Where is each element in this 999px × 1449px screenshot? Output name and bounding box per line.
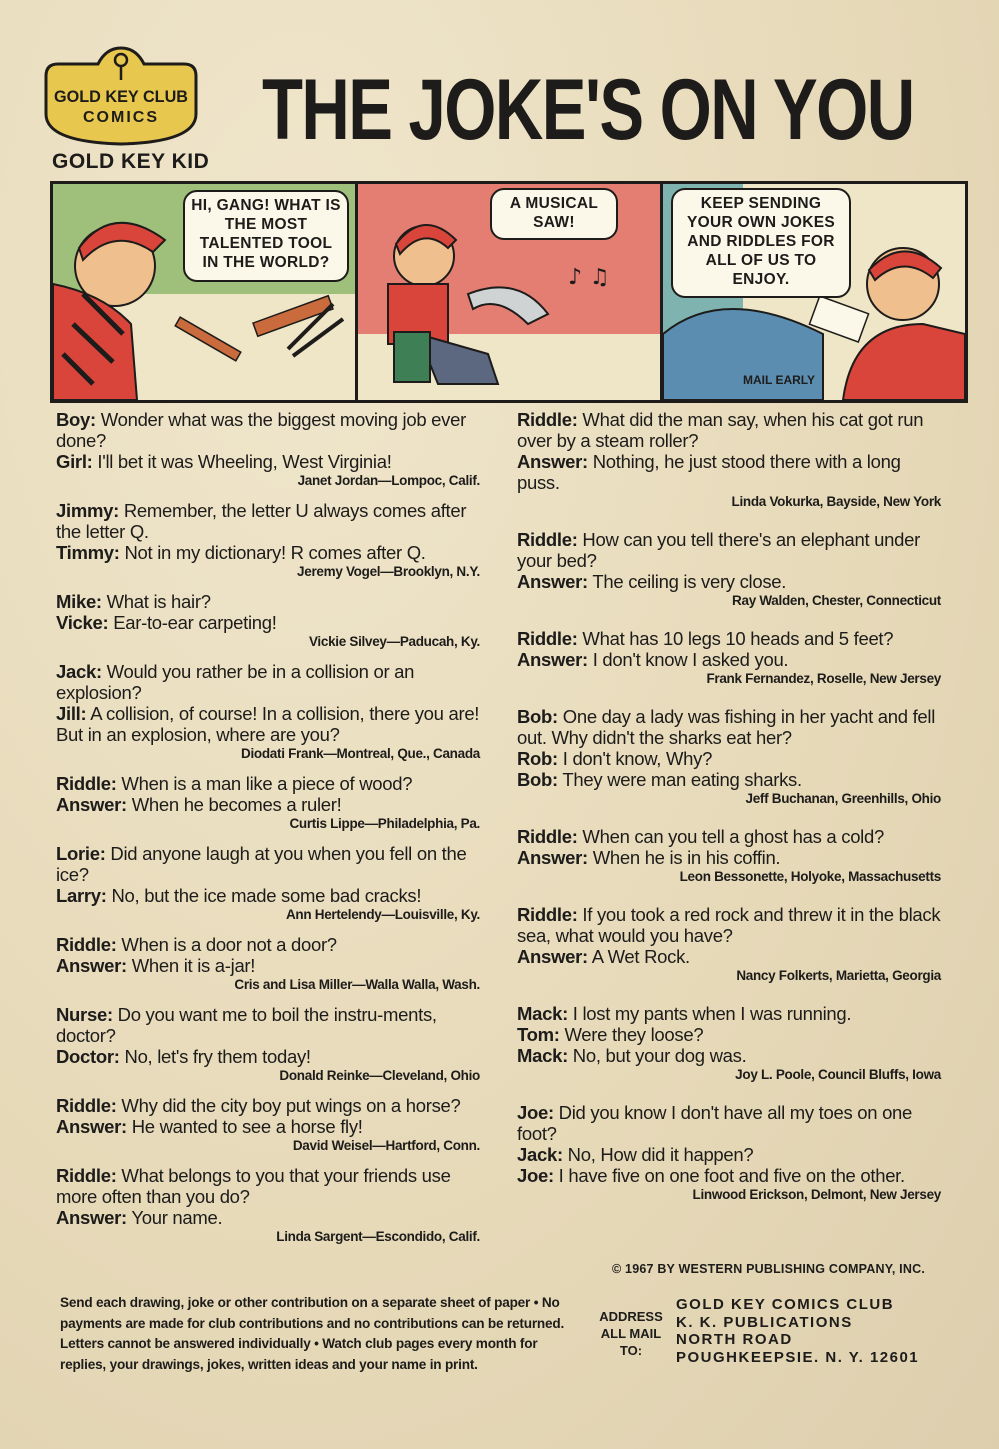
- address-line: POUGHKEEPSIE. N. Y. 12601: [676, 1348, 920, 1366]
- joke-text: When is a door not a door?: [116, 934, 337, 955]
- contributor-credit: Frank Fernandez, Roselle, New Jersey: [706, 671, 941, 686]
- joke-text: When he is in his coffin.: [587, 847, 781, 868]
- joke-entry: [56, 934, 480, 994]
- speaker-label: Nurse:: [56, 1004, 113, 1025]
- joke-text: The ceiling is very close.: [587, 571, 787, 592]
- joke-text: Remember, the letter U always comes after the letter Q.: [56, 500, 467, 542]
- joke-line: [517, 748, 941, 769]
- joke-line: [517, 628, 941, 649]
- joke-entry: [517, 706, 941, 808]
- joke-line: [517, 769, 941, 790]
- joke-text: He wanted to see a horse fly!: [126, 1116, 363, 1137]
- contributor-credit: Linda Vokurka, Bayside, New York: [731, 494, 941, 509]
- speaker-label: Bob:: [517, 769, 558, 790]
- joke-text: I don't know I asked you.: [587, 649, 789, 670]
- speaker-label: Bob:: [517, 706, 558, 727]
- mailing-address: [676, 1296, 919, 1366]
- contributor-credit: Linda Sargent—Escondido, Calif.: [276, 1229, 480, 1244]
- contributor-credit: Janet Jordan—Lompoc, Calif.: [297, 473, 480, 488]
- contributor-credit: Donald Reinke—Cleveland, Ohio: [279, 1068, 480, 1083]
- page-title: THE JOKE'S ON YOU: [262, 62, 914, 158]
- joke-text: When it is a-jar!: [126, 955, 256, 976]
- joke-line: [517, 451, 941, 493]
- comic-panel-3: [663, 184, 965, 400]
- speaker-label: Tom:: [517, 1024, 560, 1045]
- speaker-label: Rob:: [517, 748, 558, 769]
- joke-line: [517, 847, 941, 868]
- joke-text: What did the man say, when his cat got run over by a steam roller?: [517, 409, 924, 451]
- joke-entry: [517, 826, 941, 886]
- contributor-credit: Jeremy Vogel—Brooklyn, N.Y.: [297, 564, 480, 579]
- joke-text: Ear-to-ear carpeting!: [108, 612, 277, 633]
- joke-text: I have five on one foot and five on the other.: [553, 1165, 905, 1186]
- joke-text: How can you tell there's an elephant under your bed?: [517, 529, 920, 571]
- speaker-label: Timmy:: [56, 542, 120, 563]
- contributor-credit: Diodati Frank—Montreal, Que., Canada: [241, 746, 480, 761]
- joke-line: [56, 591, 480, 612]
- speaker-label: Jimmy:: [56, 500, 119, 521]
- joke-entry: [56, 1165, 480, 1246]
- joke-line: [517, 1024, 941, 1045]
- joke-text: Wonder what was the biggest moving job ever done?: [56, 409, 466, 451]
- speaker-label: Answer:: [56, 1207, 127, 1228]
- joke-entry: [56, 1095, 480, 1155]
- joke-entry: [56, 591, 480, 651]
- speaker-label: Boy:: [56, 409, 96, 430]
- joke-line: [56, 885, 480, 906]
- speaker-label: Answer:: [56, 794, 127, 815]
- speech-bubble-2: A MUSICAL SAW!: [490, 188, 618, 240]
- speaker-label: Riddle:: [56, 773, 117, 794]
- logo-line1: GOLD KEY CLUB: [54, 87, 188, 106]
- speaker-label: Answer:: [517, 571, 588, 592]
- joke-line: [56, 409, 480, 451]
- svg-text:♪ ♫: ♪ ♫: [568, 265, 610, 290]
- joke-text: What is hair?: [101, 591, 211, 612]
- joke-line: [56, 500, 480, 542]
- speaker-label: Joe:: [517, 1165, 554, 1186]
- joke-text: Nothing, he just stood there with a long puss.: [517, 451, 901, 493]
- joke-text: If you took a red rock and threw it in the black sea, what would you have?: [517, 904, 941, 946]
- contributor-credit: David Weisel—Hartford, Conn.: [292, 1138, 480, 1153]
- address-line: NORTH ROAD: [676, 1331, 793, 1348]
- joke-line: [56, 1207, 480, 1228]
- speaker-label: Riddle:: [517, 904, 578, 925]
- joke-text: Did anyone laugh at you when you fell on the ice?: [56, 843, 467, 885]
- joke-text: I'll bet it was Wheeling, West Virginia!: [92, 451, 392, 472]
- joke-entry: [517, 1003, 941, 1084]
- joke-line: [56, 934, 480, 955]
- gold-key-club-logo: [42, 46, 200, 146]
- joke-line: [517, 529, 941, 571]
- speaker-label: Riddle:: [517, 628, 578, 649]
- contributor-credit: Nancy Folkerts, Marietta, Georgia: [736, 968, 941, 983]
- joke-text: No, let's fry them today!: [119, 1046, 311, 1067]
- joke-text: When can you tell a ghost has a cold?: [577, 826, 884, 847]
- speaker-label: Larry:: [56, 885, 107, 906]
- mailbox-label: MAIL EARLY: [743, 373, 816, 387]
- joke-line: [56, 542, 480, 563]
- joke-line: [517, 409, 941, 451]
- joke-text: One day a lady was fishing in her yacht and fell out. Why didn't the sharks eat her?: [517, 706, 936, 748]
- speaker-label: Riddle:: [517, 826, 578, 847]
- joke-text: No, but the ice made some bad cracks!: [106, 885, 422, 906]
- joke-line: [56, 612, 480, 633]
- contributor-credit: Ann Hertelendy—Louisville, Ky.: [285, 907, 480, 922]
- left-joke-column: [56, 409, 480, 1256]
- speaker-label: Doctor:: [56, 1046, 120, 1067]
- joke-entry: [56, 500, 480, 581]
- joke-line: [517, 946, 941, 967]
- joke-line: [517, 826, 941, 847]
- speaker-label: Riddle:: [56, 1165, 117, 1186]
- joke-text: Not in my dictionary! R comes after Q.: [119, 542, 426, 563]
- joke-line: [56, 1165, 480, 1207]
- comic-strip: [50, 181, 968, 403]
- joke-entry: [517, 409, 941, 511]
- joke-line: [56, 1046, 480, 1067]
- joke-line: [517, 1144, 941, 1165]
- speaker-label: Girl:: [56, 451, 93, 472]
- joke-line: [56, 794, 480, 815]
- joke-line: [56, 843, 480, 885]
- speaker-label: Answer:: [517, 847, 588, 868]
- joke-text: They were man eating sharks.: [557, 769, 802, 790]
- joke-entry: [517, 628, 941, 688]
- contributor-credit: Linwood Erickson, Delmont, New Jersey: [692, 1187, 941, 1202]
- comic-panel-2: [358, 184, 660, 400]
- joke-line: [517, 571, 941, 592]
- address-line: GOLD KEY COMICS CLUB: [676, 1296, 895, 1313]
- speaker-label: Riddle:: [56, 1095, 117, 1116]
- joke-line: [56, 661, 480, 703]
- joke-line: [517, 1165, 941, 1186]
- joke-line: [56, 703, 480, 745]
- contributor-credit: Joy L. Poole, Council Bluffs, Iowa: [735, 1067, 941, 1082]
- speech-bubble-3: KEEP SENDING YOUR OWN JOKES AND RIDDLES FOR ALL OF US TO ENJOY.: [671, 188, 851, 298]
- joke-line: [517, 706, 941, 748]
- joke-text: When he becomes a ruler!: [126, 794, 342, 815]
- joke-entry: [56, 843, 480, 924]
- speaker-label: Answer:: [56, 1116, 127, 1137]
- comic-panel-1: [53, 184, 355, 400]
- speaker-label: Riddle:: [517, 529, 578, 550]
- joke-line: [517, 904, 941, 946]
- speaker-label: Mack:: [517, 1003, 568, 1024]
- speech-bubble-1: HI, GANG! WHAT IS THE MOST TALENTED TOOL IN THE WORLD?: [183, 190, 349, 282]
- speaker-label: Mack:: [517, 1045, 568, 1066]
- joke-entry: [56, 661, 480, 763]
- joke-entry: [56, 409, 480, 490]
- speaker-label: Vicke:: [56, 612, 109, 633]
- joke-text: Your name.: [126, 1207, 223, 1228]
- joke-line: [517, 1102, 941, 1144]
- joke-text: I don't know, Why?: [557, 748, 713, 769]
- joke-line: [56, 1004, 480, 1046]
- address-line: K. K. PUBLICATIONS: [676, 1313, 853, 1331]
- speaker-label: Jack:: [56, 661, 102, 682]
- joke-line: [56, 955, 480, 976]
- joke-text: What belongs to you that your friends use more often than you do?: [56, 1165, 451, 1207]
- joke-line: [56, 1116, 480, 1137]
- contributor-credit: Ray Walden, Chester, Connecticut: [732, 593, 941, 608]
- speaker-label: Lorie:: [56, 843, 106, 864]
- logo-line2: COMICS: [83, 109, 159, 126]
- joke-text: A Wet Rock.: [587, 946, 690, 967]
- joke-text: Did you know I don't have all my toes on one foot?: [517, 1102, 913, 1144]
- speaker-label: Joe:: [517, 1102, 554, 1123]
- speaker-label: Jill:: [56, 703, 87, 724]
- contributor-credit: Curtis Lippe—Philadelphia, Pa.: [289, 816, 480, 831]
- joke-text: Do you want me to boil the instru-ments, doctor?: [56, 1004, 437, 1046]
- joke-line: [56, 451, 480, 472]
- contributor-credit: Cris and Lisa Miller—Walla Walla, Wash.: [234, 977, 480, 992]
- joke-line: [56, 1095, 480, 1116]
- speaker-label: Riddle:: [517, 409, 578, 430]
- right-joke-column: [517, 409, 941, 1222]
- address-label: ADDRESS ALL MAIL TO:: [599, 1309, 663, 1358]
- speaker-label: Answer:: [517, 451, 588, 472]
- joke-text: Why did the city boy put wings on a horse?: [116, 1095, 461, 1116]
- speaker-label: Riddle:: [56, 934, 117, 955]
- joke-text: Would you rather be in a collision or an explosion?: [56, 661, 415, 703]
- joke-text: Were they loose?: [559, 1024, 704, 1045]
- joke-line: [517, 1003, 941, 1024]
- joke-line: [517, 649, 941, 670]
- joke-text: What has 10 legs 10 heads and 5 feet?: [577, 628, 894, 649]
- joke-entry: [517, 904, 941, 985]
- speaker-label: Answer:: [517, 649, 588, 670]
- contributor-credit: Jeff Buchanan, Greenhills, Ohio: [745, 791, 941, 806]
- joke-entry: [56, 1004, 480, 1085]
- joke-entry: [517, 529, 941, 610]
- joke-line: [56, 773, 480, 794]
- joke-text: No, How did it happen?: [562, 1144, 754, 1165]
- speaker-label: Jack:: [517, 1144, 563, 1165]
- joke-line: [517, 1045, 941, 1066]
- joke-entry: [517, 1102, 941, 1204]
- joke-entry: [56, 773, 480, 833]
- speaker-label: Answer:: [517, 946, 588, 967]
- joke-text: A collision, of course! In a collision, there you are! But in an explosion, where are you?: [56, 703, 480, 745]
- gold-key-kid-label: GOLD KEY KID: [52, 150, 210, 173]
- joke-text: I lost my pants when I was running.: [567, 1003, 852, 1024]
- speaker-label: Answer:: [56, 955, 127, 976]
- joke-text: When is a man like a piece of wood?: [116, 773, 413, 794]
- contributor-credit: Vickie Silvey—Paducah, Ky.: [308, 634, 480, 649]
- speaker-label: Mike:: [56, 591, 102, 612]
- joke-text: No, but your dog was.: [567, 1045, 747, 1066]
- submission-rules: Send each drawing, joke or other contribution on a separate sheet of paper • No payments are made for club contributions and no contributions can be returned. Letters cannot be answered individually • Watch club pages every month for replies, your drawings, jokes, written ideas and your name in print.: [60, 1295, 565, 1372]
- copyright: © 1967 BY WESTERN PUBLISHING COMPANY, INC.: [611, 1262, 925, 1276]
- contributor-credit: Leon Bessonette, Holyoke, Massachusetts: [679, 869, 941, 884]
